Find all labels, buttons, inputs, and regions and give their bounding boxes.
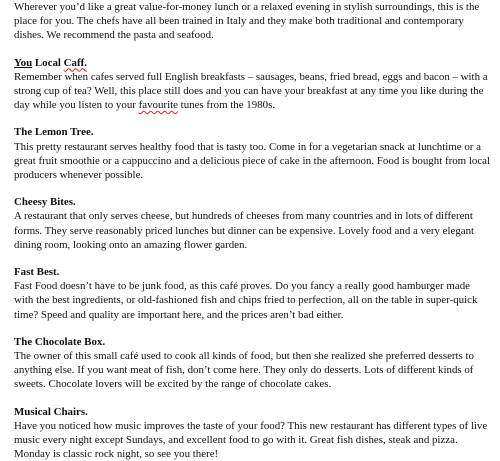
section-fast-best [14, 265, 492, 322]
section-title [14, 56, 492, 70]
title-word-you: You [14, 56, 33, 69]
title-word-caff: Caff. [63, 56, 87, 69]
section-title: Cheesy Bites. [14, 196, 76, 209]
section-lemon-tree [14, 125, 492, 182]
section-cheesy-bites [14, 195, 492, 252]
spellcheck-word: favourite [138, 99, 178, 112]
section-title: Musical Chairs. [14, 405, 88, 418]
section-body-part2: tunes from the 1980s. [177, 99, 276, 112]
section-body [14, 70, 492, 113]
title-word-local: Local [34, 56, 61, 69]
section-title: The Lemon Tree. [14, 126, 94, 139]
section-body: A restaurant that only serves cheese, but hundreds of cheeses from many countries and in lots of different forms. They serve reasonably priced lunches but dinner can be expensive. Lovely food and a very elegant dining room, looking onto an amazing flower garden. [14, 210, 475, 251]
section-musical-chairs [14, 405, 492, 461]
section-you-local-caff [14, 56, 492, 113]
section-body: Fast Food doesn’t have to be junk food, as this café proves. Do you fancy a really good hamburger made with the best ingredients, or old-fashioned fish and chips fried to perfection, all on the table in super-quick time? Speed and quality are important here, and the prices aren’t bad either. [14, 280, 478, 321]
section-body: Have you noticed how music improves the taste of your food? This new restaurant has different types of live music every night except Sundays, and excellent food to go with it. Great fish dishes, steak and pizza. Monday is classic rock night, so see you there! [14, 419, 488, 461]
intro-paragraph: Wherever you’d like a great value-for-money lunch or a relaxed evening in stylish surroundings, this is the place for you. The chefs have all been trained in Italy and they make both traditional and contemporary dishes. We recommend the pasta and seafood. [14, 1, 480, 42]
section-body: This pretty restaurant serves healthy food that is tasty too. Come in for a vegetarian snack at lunchtime or a great fruit smoothie or a cappuccino and a delicious piece of cake in the afternoon. Food is bought from local producers whenever possible. [14, 140, 491, 182]
section-title: The Chocolate Box. [14, 335, 106, 348]
section-title: Fast Best. [14, 266, 60, 279]
section-body-part1: Remember when cafes served full English breakfasts – sausages, beans, fried bread, eggs and bacon – with a strong cup of tea? Well, this place still does and you can have your breakfast at any time you like during the day while you listen to your [14, 70, 488, 112]
section-body: The owner of this small café used to cook all kinds of food, but then she realized she preferred desserts to anything else. If you want meat of fish, don’t come here. They only do desserts. Lots of different kinds of sweets. Chocolate lovers will be excited by the range of chocolate cakes. [14, 350, 474, 391]
section-chocolate-box [14, 335, 492, 392]
